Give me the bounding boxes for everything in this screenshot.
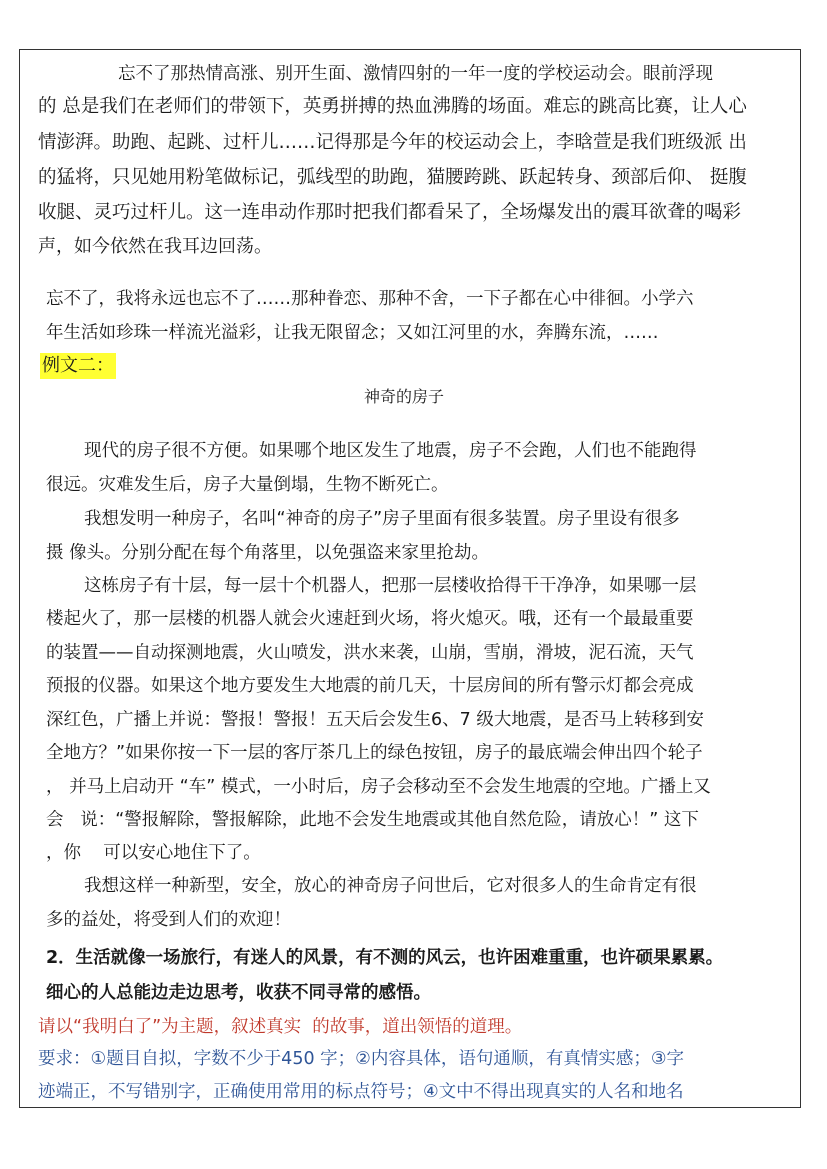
- task-prompt-line: 细心的人总能边走边思考，收获不同寻常的感悟。: [46, 983, 431, 1003]
- essay-line: 深红色，广播上并说：警报！警报！五天后会发生6、7 级大地震，是否马上转移到安: [46, 710, 704, 730]
- requirements-line: 迹端正，不写错别字，正确使用常用的标点符号；④文中不得出现真实的人名和地名: [38, 1082, 684, 1102]
- example-label: 例文二：: [40, 353, 116, 379]
- essay-line: ，你 可以安心地住下了。: [46, 843, 261, 863]
- passage1-line: 忘不了那热情高涨、别开生面、激情四射的一年一度的学校运动会。眼前浮现: [118, 64, 713, 84]
- instruction-text: 请以“我明白了”为主题，叙述真实 的故事，道出领悟的道理。: [38, 1017, 523, 1037]
- passage1-line: 声，如今依然在我耳边回荡。: [38, 236, 272, 257]
- task-prompt-line: 2．生活就像一场旅行，有迷人的风景，有不测的风云，也许困难重重，也许硕果累累。: [46, 948, 724, 968]
- passage1-line: 收腿、灵巧过杆儿。这一连串动作那时把我们都看呆了，全场爆发出的震耳欲聋的喝彩: [38, 202, 742, 223]
- essay-line: 楼起火了，那一层楼的机器人就会火速赶到火场，将火熄灭。哦，还有一个最最重要: [46, 609, 694, 629]
- essay-line: 全地方？”如果你按一下一层的客厅茶几上的绿色按钮，房子的最底端会伸出四个轮子: [46, 743, 703, 763]
- essay-line: 我想发明一种房子，名叫“神奇的房子”房子里面有很多装置。房子里设有很多: [84, 509, 680, 529]
- passage2-line: 年生活如珍珠一样流光溢彩，让我无限留念；又如江河里的水，奔腾东流，……: [46, 323, 659, 343]
- passage1-line: 的猛将，只见她用粉笔做标记，弧线型的助跑，猫腰跨跳、跃起转身、颈部后仰、 挺腹: [38, 167, 747, 188]
- essay-line: 预报的仪器。如果这个地方要发生大地震的前几天，十层房间的所有警示灯都会亮成: [46, 676, 694, 696]
- passage1-line: 的 总是我们在老师们的带领下，英勇拼搏的热血沸腾的场面。难忘的跳高比赛，让人心: [38, 96, 747, 117]
- essay-line: 多的益处，将受到人们的欢迎！: [46, 910, 291, 930]
- essay-line: 很远。灾难发生后，房子大量倒塌，生物不断死亡。: [46, 475, 449, 495]
- essay-line: 这栋房子有十层，每一层十个机器人，把那一层楼收拾得干干净净，如果哪一层: [84, 576, 697, 596]
- essay-line: 我想这样一种新型，安全，放心的神奇房子问世后，它对很多人的生命肯定有很: [84, 876, 697, 896]
- essay-line: 摄 像头。分别分配在每个角落里，以免强盗来家里抢劫。: [46, 543, 490, 563]
- essay-line: 会 说：“警报解除，警报解除，此地不会发生地震或其他自然危险，请放心！” 这下: [46, 810, 699, 830]
- essay-title: 神奇的房子: [364, 387, 445, 406]
- essay-line: 的装置——自动探测地震，火山喷发，洪水来袭，山崩，雪崩，滑坡，泥石流，天气: [46, 643, 694, 663]
- passage2-line: 忘不了，我将永远也忘不了……那种眷恋、那种不舍，一下子都在心中徘徊。小学六: [46, 289, 694, 309]
- essay-line: ， 并马上启动开 “车” 模式，一小时后，房子会移动至不会发生地震的空地。广播上又: [46, 777, 711, 797]
- essay-line: 现代的房子很不方便。如果哪个地区发生了地震，房子不会跑，人们也不能跑得: [84, 441, 697, 461]
- passage1-line: 情澎湃。助跑、起跳、过杆儿……记得那是今年的校运动会上，李晗萱是我们班级派 出: [38, 132, 747, 153]
- requirements-line: 要求：①题目自拟，字数不少于450 字；②内容具体，语句通顺，有真情实感；③字: [38, 1049, 685, 1069]
